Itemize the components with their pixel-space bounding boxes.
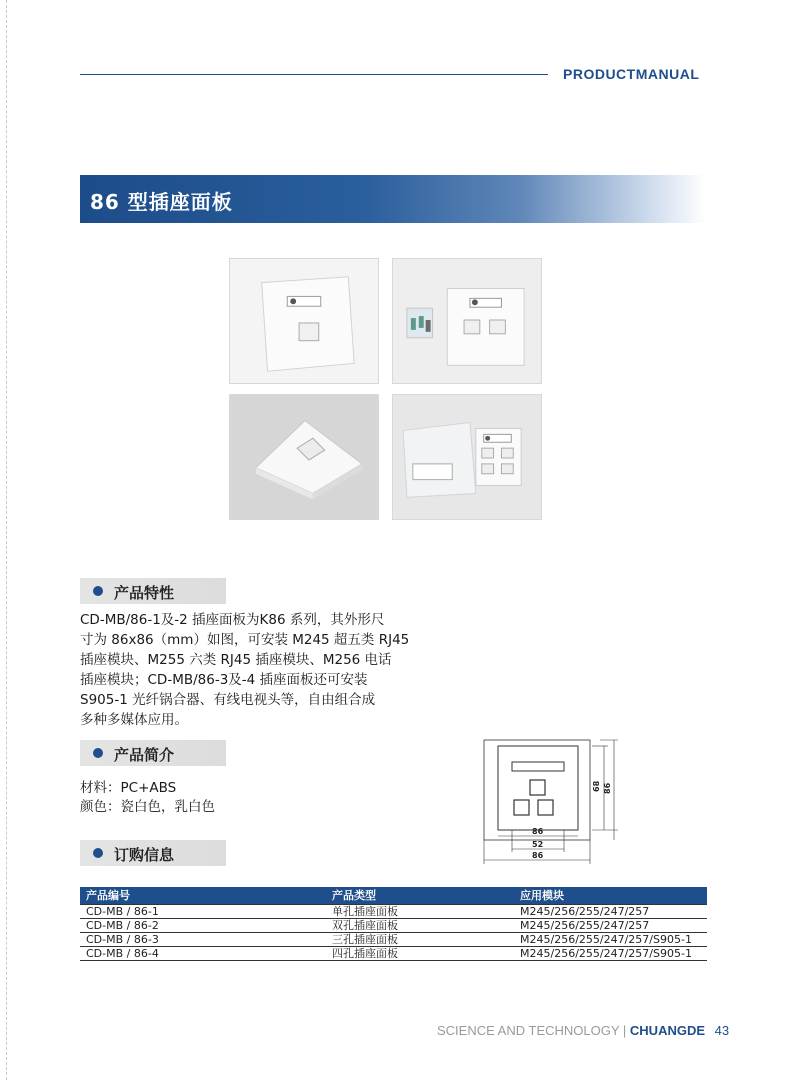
packaged-quad-panel-photo xyxy=(392,394,542,520)
features-heading: 产品特性 xyxy=(114,584,175,602)
table-row xyxy=(80,918,707,932)
dim-inner-width: 86 xyxy=(532,827,544,836)
cell-type: 双孔插座面板 xyxy=(326,918,514,932)
binding-edge-line xyxy=(6,0,7,1080)
cell-code: CD-MB / 86-2 xyxy=(80,918,326,932)
section-title: 86 型插座面板 xyxy=(90,190,233,214)
cell-code: CD-MB / 86-3 xyxy=(80,932,326,946)
col-header-modules: 应用模块 xyxy=(514,887,707,904)
table-row xyxy=(80,904,707,918)
angled-panel-photo xyxy=(229,394,379,520)
features-line: 插座模块、M255 六类 RJ45 插座模块、M256 电话 xyxy=(80,652,392,668)
cell-type: 单孔插座面板 xyxy=(326,904,514,918)
dim-bottom-2: 86 xyxy=(532,851,544,860)
col-header-type: 产品类型 xyxy=(326,887,514,904)
color-spec: 颜色：瓷白色，乳白色 xyxy=(80,799,215,815)
footer-brand: CHUANGDE xyxy=(629,1023,706,1038)
table-row xyxy=(80,946,707,960)
order-heading-bar xyxy=(80,840,226,866)
cell-type: 四孔插座面板 xyxy=(326,946,514,960)
dual-port-panel-with-accessories-photo xyxy=(392,258,542,384)
dim-v1: 68 xyxy=(592,780,601,792)
page-number: 43 xyxy=(714,1023,730,1038)
features-line: S905-1 光纤锅合器、有线电视头等，自由组合成 xyxy=(80,692,376,708)
dim-bottom-1: 52 xyxy=(532,840,544,849)
col-header-code: 产品编号 xyxy=(80,887,326,904)
table-header-row xyxy=(80,887,707,904)
cell-code: CD-MB / 86-4 xyxy=(80,946,326,960)
cell-type: 三孔插座面板 xyxy=(326,932,514,946)
bullet-dot-icon xyxy=(93,748,103,758)
cell-code: CD-MB / 86-1 xyxy=(80,904,326,918)
page-footer xyxy=(437,1023,729,1038)
cell-modules: M245/256/255/247/257 xyxy=(514,918,707,932)
dim-v2: 86 xyxy=(603,782,612,794)
intro-heading-bar xyxy=(80,740,226,766)
features-line: CD-MB/86-1及-2 插座面板为K86 系列，其外形尺 xyxy=(80,612,385,628)
cell-modules: M245/256/255/247/257/S905-1 xyxy=(514,946,707,960)
features-text xyxy=(80,610,460,730)
order-heading: 订购信息 xyxy=(114,846,175,864)
header-rule xyxy=(80,74,548,75)
footer-text: SCIENCE AND TECHNOLOGY | xyxy=(437,1023,627,1038)
material-spec: 材料：PC+ABS xyxy=(80,780,177,796)
intro-heading: 产品简介 xyxy=(114,746,175,764)
features-line: 插座模块；CD-MB/86-3及-4 插座面板还可安装 xyxy=(80,672,368,688)
order-table xyxy=(80,887,707,961)
bullet-dot-icon xyxy=(93,848,103,858)
cell-modules: M245/256/255/247/257 xyxy=(514,904,707,918)
features-heading-bar xyxy=(80,578,226,604)
cell-modules: M245/256/255/247/257/S905-1 xyxy=(514,932,707,946)
features-line: 寸为 86x86（mm）如图，可安装 M245 超五类 RJ45 xyxy=(80,632,410,648)
features-line: 多种多媒体应用。 xyxy=(80,712,188,728)
section-title-bar xyxy=(80,175,706,223)
single-port-panel-photo xyxy=(229,258,379,384)
bullet-dot-icon xyxy=(93,586,103,596)
dimension-drawing xyxy=(468,736,628,868)
table-row xyxy=(80,932,707,946)
header-title: PRODUCTMANUAL xyxy=(563,66,700,82)
